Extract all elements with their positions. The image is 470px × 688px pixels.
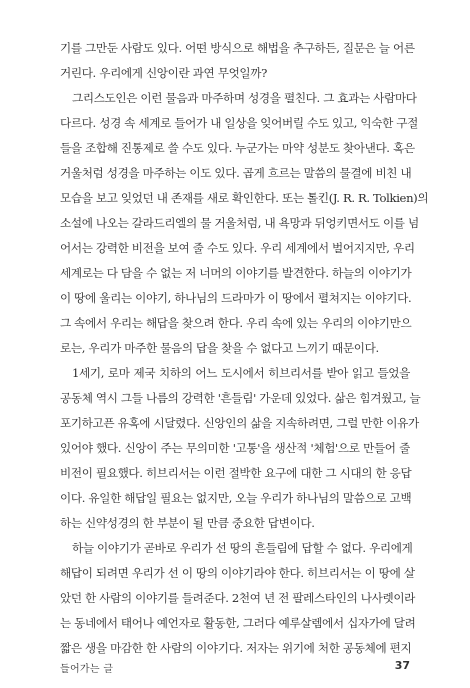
text-line: 하는 신약성경의 한 부분이 될 만큼 중요한 답변이다. bbox=[60, 516, 315, 530]
body-text bbox=[60, 36, 429, 661]
text-line: 소설에 나오는 갈라드리엘의 물 거울처럼, 내 욕망과 뒤엉키면서도 이를 넘 bbox=[60, 216, 419, 230]
text-line: 로는, 우리가 마주한 물음의 답을 찾을 수 없다고 느끼기 때문이다. bbox=[60, 341, 379, 355]
text-line: 이다. 유일한 해답일 필요는 없지만, 오늘 우리가 하나님의 말씀으로 고백 bbox=[60, 491, 412, 505]
text-line: 어서는 강력한 비전을 보여 줄 수도 있다. 우리 세계에서 벌어지지만, 우리 bbox=[60, 241, 415, 255]
page-number: 37 bbox=[394, 659, 410, 672]
text-line: 짧은 생을 마감한 한 사람의 이야기다. 저자는 위기에 처한 공동체에 편지 bbox=[60, 641, 412, 655]
text-line: 다르다. 성경 속 세계로 들어가 내 일상을 잊어버릴 수도 있고, 익숙한 구절 bbox=[60, 116, 418, 130]
text-line: 모습을 보고 잊었던 내 존재를 새로 확인한다. 또는 톨킨(J. R. R. Tolkien)의 bbox=[60, 191, 429, 205]
text-line: 그 속에서 우리는 해답을 찾으려 한다. 우리 속에 있는 우리의 이야기만으 bbox=[60, 316, 412, 330]
text-line: 거린다. 우리에게 신앙이란 과연 무엇일까? bbox=[60, 66, 267, 80]
text-line: 거울처럼 성경을 마주하는 이도 있다. 곱게 흐르는 말씀의 물결에 비친 내 bbox=[60, 166, 412, 180]
text-line: 비전이 필요했다. 히브리서는 이런 절박한 요구에 대한 그 시대의 한 응답 bbox=[60, 466, 412, 480]
text-line: 는 동네에서 태어나 예언자로 활동한, 그러다 예루살렘에서 십자가에 달려 bbox=[60, 616, 416, 630]
text-line: 포기하고픈 유혹에 시달렸다. 신앙인의 삶을 지속하려면, 그럴 만한 이유가 bbox=[60, 416, 419, 430]
text-line: 들을 조합해 진통제로 쓸 수도 있다. 누군가는 마약 성분도 찾아낸다. 혹은 bbox=[60, 141, 415, 155]
text-line: 이 땅에 울리는 이야기, 하나님의 드라마가 이 땅에서 펼쳐지는 이야기다. bbox=[60, 291, 412, 305]
text-line: 하늘 이야기가 곧바로 우리가 선 땅의 흔들림에 답할 수 없다. 우리에게 bbox=[72, 541, 413, 555]
text-line: 해답이 되려면 우리가 선 이 땅의 이야기라야 한다. 히브리서는 이 땅에 살 bbox=[60, 566, 415, 580]
text-line: 그리스도인은 이런 물음과 마주하며 성경을 펼친다. 그 효과는 사람마다 bbox=[72, 91, 417, 105]
text-line: 1세기, 로마 제국 치하의 어느 도시에서 히브리서를 받아 읽고 들었을 bbox=[72, 366, 410, 380]
text-line: 있어야 했다. 신앙이 주는 무의미한 '고통'을 생산적 '체험'으로 만들어 줄 bbox=[60, 441, 410, 455]
text-line: 았던 한 사람의 이야기를 들려준다. 2천여 년 전 팔레스타인의 나사렛이라 bbox=[60, 591, 416, 605]
text-line: 공동체 역시 그들 나름의 강력한 '흔들림' 가운데 있었다. 삶은 힘겨웠고, 늘 bbox=[60, 391, 421, 405]
running-footer-label: 들어가는 글 bbox=[60, 664, 114, 675]
text-line: 기를 그만둔 사람도 있다. 어떤 방식으로 해법을 추구하든, 질문은 늘 어른 bbox=[60, 41, 415, 55]
text-line: 세계로는 다 담을 수 없는 저 너머의 이야기를 발견한다. 하늘의 이야기가 bbox=[60, 266, 412, 280]
page-footer bbox=[60, 660, 410, 676]
